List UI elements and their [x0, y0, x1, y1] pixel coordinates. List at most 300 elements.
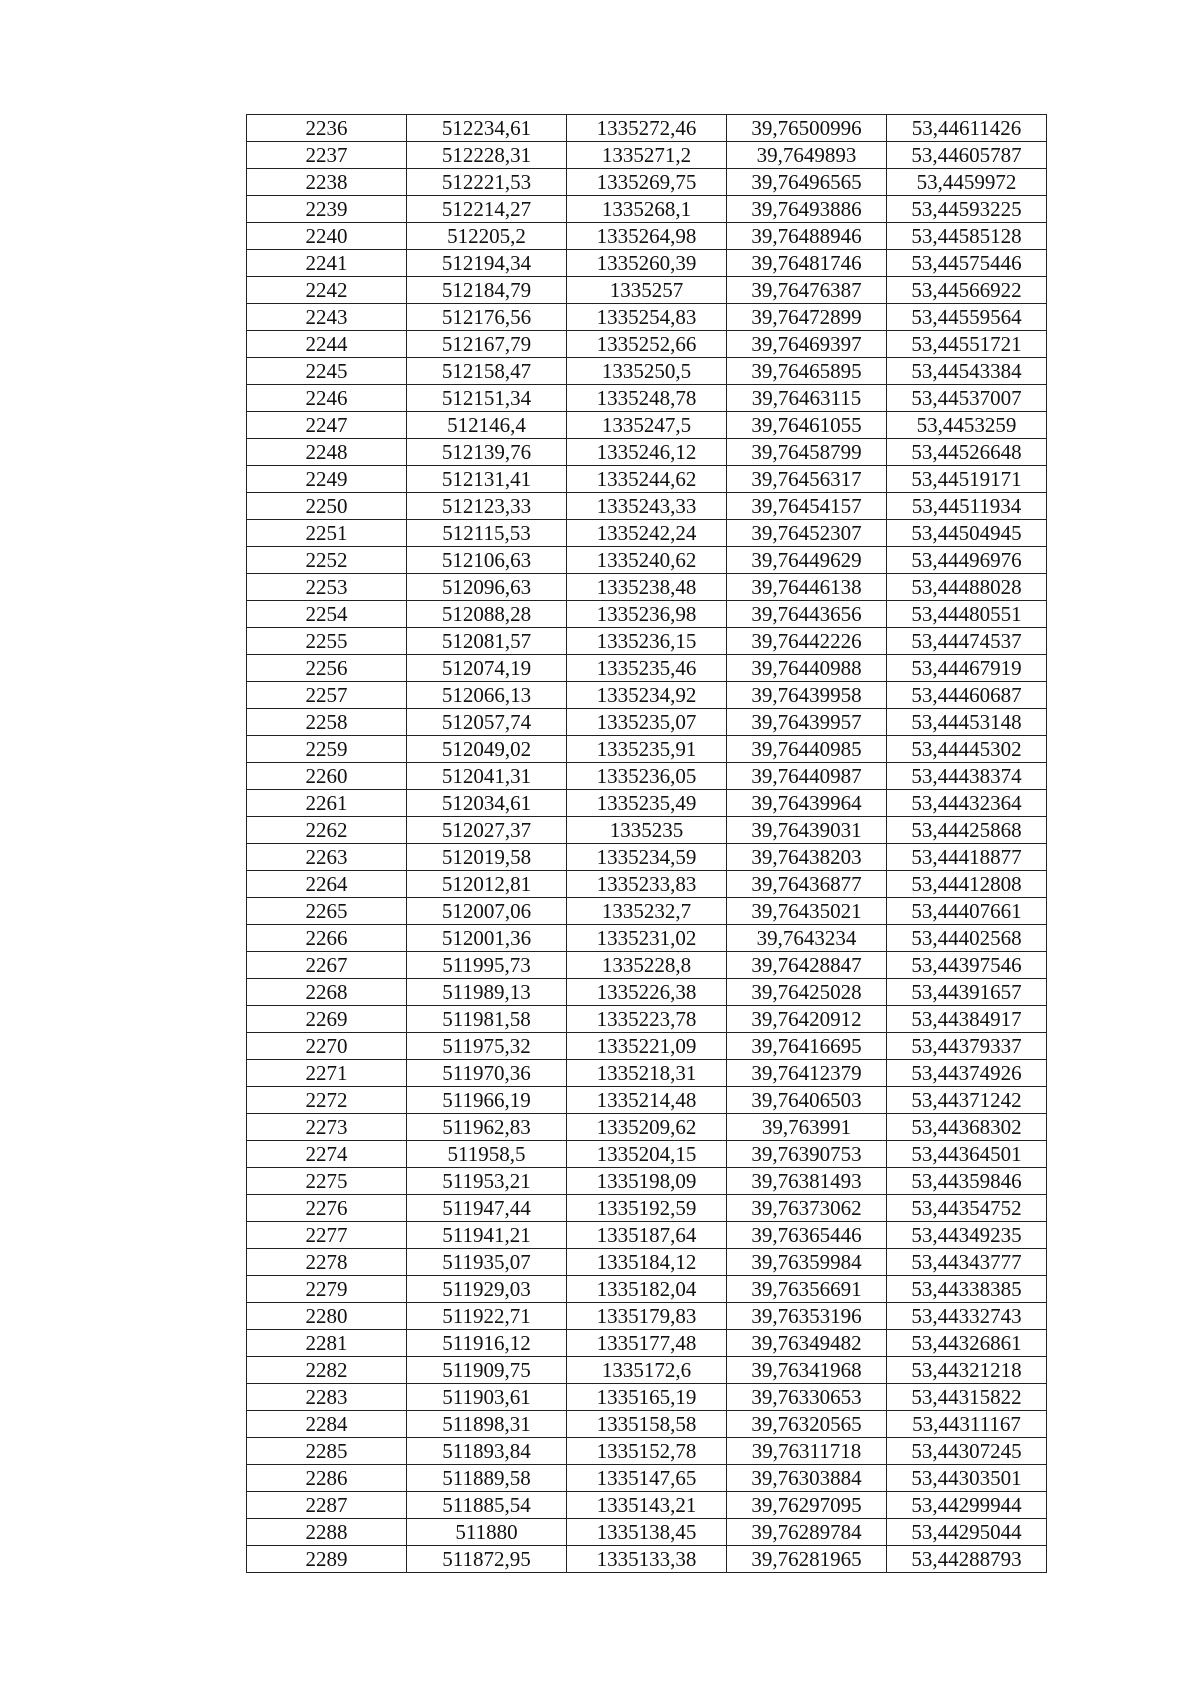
longitude-cell: 39,76440987	[727, 763, 887, 790]
x-coordinate-cell: 512041,31	[407, 763, 567, 790]
y-coordinate-cell: 1335242,24	[567, 520, 727, 547]
y-coordinate-cell: 1335184,12	[567, 1249, 727, 1276]
y-coordinate-cell: 1335238,48	[567, 574, 727, 601]
table-row	[247, 1384, 1047, 1411]
y-coordinate-cell: 1335214,48	[567, 1087, 727, 1114]
table-row	[247, 277, 1047, 304]
longitude-cell: 39,76436877	[727, 871, 887, 898]
y-coordinate-cell: 1335177,48	[567, 1330, 727, 1357]
latitude-cell: 53,44321218	[887, 1357, 1047, 1384]
longitude-cell: 39,76446138	[727, 574, 887, 601]
latitude-cell: 53,44474537	[887, 628, 1047, 655]
point-number-cell: 2276	[247, 1195, 407, 1222]
coordinates-table-body	[247, 115, 1047, 1573]
x-coordinate-cell: 512001,36	[407, 925, 567, 952]
point-number-cell: 2269	[247, 1006, 407, 1033]
latitude-cell: 53,44425868	[887, 817, 1047, 844]
longitude-cell: 39,76440985	[727, 736, 887, 763]
table-row	[247, 709, 1047, 736]
latitude-cell: 53,44349235	[887, 1222, 1047, 1249]
point-number-cell: 2252	[247, 547, 407, 574]
latitude-cell: 53,44519171	[887, 466, 1047, 493]
point-number-cell: 2265	[247, 898, 407, 925]
longitude-cell: 39,7649893	[727, 142, 887, 169]
latitude-cell: 53,44368302	[887, 1114, 1047, 1141]
point-number-cell: 2243	[247, 304, 407, 331]
longitude-cell: 39,76416695	[727, 1033, 887, 1060]
latitude-cell: 53,44559564	[887, 304, 1047, 331]
table-row	[247, 952, 1047, 979]
y-coordinate-cell: 1335252,66	[567, 331, 727, 358]
latitude-cell: 53,44354752	[887, 1195, 1047, 1222]
x-coordinate-cell: 512115,53	[407, 520, 567, 547]
table-row	[247, 1492, 1047, 1519]
x-coordinate-cell: 512214,27	[407, 196, 567, 223]
point-number-cell: 2278	[247, 1249, 407, 1276]
table-row	[247, 196, 1047, 223]
x-coordinate-cell: 511872,95	[407, 1546, 567, 1573]
table-row	[247, 628, 1047, 655]
point-number-cell: 2282	[247, 1357, 407, 1384]
point-number-cell: 2288	[247, 1519, 407, 1546]
table-row	[247, 1006, 1047, 1033]
point-number-cell: 2284	[247, 1411, 407, 1438]
y-coordinate-cell: 1335272,46	[567, 115, 727, 142]
x-coordinate-cell: 511929,03	[407, 1276, 567, 1303]
y-coordinate-cell: 1335235,07	[567, 709, 727, 736]
table-row	[247, 547, 1047, 574]
x-coordinate-cell: 512194,34	[407, 250, 567, 277]
y-coordinate-cell: 1335236,05	[567, 763, 727, 790]
longitude-cell: 39,76443656	[727, 601, 887, 628]
longitude-cell: 39,76390753	[727, 1141, 887, 1168]
y-coordinate-cell: 1335165,19	[567, 1384, 727, 1411]
x-coordinate-cell: 512081,57	[407, 628, 567, 655]
longitude-cell: 39,76456317	[727, 466, 887, 493]
y-coordinate-cell: 1335232,7	[567, 898, 727, 925]
x-coordinate-cell: 512167,79	[407, 331, 567, 358]
x-coordinate-cell: 512228,31	[407, 142, 567, 169]
latitude-cell: 53,44453148	[887, 709, 1047, 736]
table-row	[247, 1465, 1047, 1492]
x-coordinate-cell: 512158,47	[407, 358, 567, 385]
latitude-cell: 53,44343777	[887, 1249, 1047, 1276]
table-row	[247, 1114, 1047, 1141]
longitude-cell: 39,76439031	[727, 817, 887, 844]
table-row	[247, 1033, 1047, 1060]
point-number-cell: 2264	[247, 871, 407, 898]
latitude-cell: 53,44303501	[887, 1465, 1047, 1492]
point-number-cell: 2236	[247, 115, 407, 142]
y-coordinate-cell: 1335235	[567, 817, 727, 844]
x-coordinate-cell: 512139,76	[407, 439, 567, 466]
x-coordinate-cell: 511995,73	[407, 952, 567, 979]
point-number-cell: 2255	[247, 628, 407, 655]
latitude-cell: 53,44391657	[887, 979, 1047, 1006]
latitude-cell: 53,44593225	[887, 196, 1047, 223]
y-coordinate-cell: 1335182,04	[567, 1276, 727, 1303]
table-row	[247, 412, 1047, 439]
longitude-cell: 39,76454157	[727, 493, 887, 520]
latitude-cell: 53,44445302	[887, 736, 1047, 763]
latitude-cell: 53,44467919	[887, 655, 1047, 682]
x-coordinate-cell: 512205,2	[407, 223, 567, 250]
x-coordinate-cell: 511966,19	[407, 1087, 567, 1114]
x-coordinate-cell: 512012,81	[407, 871, 567, 898]
table-row	[247, 1195, 1047, 1222]
x-coordinate-cell: 512027,37	[407, 817, 567, 844]
table-row	[247, 1087, 1047, 1114]
longitude-cell: 39,76406503	[727, 1087, 887, 1114]
longitude-cell: 39,76449629	[727, 547, 887, 574]
latitude-cell: 53,44412808	[887, 871, 1047, 898]
point-number-cell: 2237	[247, 142, 407, 169]
point-number-cell: 2261	[247, 790, 407, 817]
point-number-cell: 2262	[247, 817, 407, 844]
x-coordinate-cell: 511898,31	[407, 1411, 567, 1438]
y-coordinate-cell: 1335244,62	[567, 466, 727, 493]
x-coordinate-cell: 512074,19	[407, 655, 567, 682]
x-coordinate-cell: 511975,32	[407, 1033, 567, 1060]
table-row	[247, 574, 1047, 601]
point-number-cell: 2240	[247, 223, 407, 250]
y-coordinate-cell: 1335192,59	[567, 1195, 727, 1222]
y-coordinate-cell: 1335226,38	[567, 979, 727, 1006]
longitude-cell: 39,76353196	[727, 1303, 887, 1330]
table-row	[247, 1141, 1047, 1168]
latitude-cell: 53,44460687	[887, 682, 1047, 709]
x-coordinate-cell: 512096,63	[407, 574, 567, 601]
longitude-cell: 39,76349482	[727, 1330, 887, 1357]
y-coordinate-cell: 1335235,46	[567, 655, 727, 682]
latitude-cell: 53,44480551	[887, 601, 1047, 628]
longitude-cell: 39,76297095	[727, 1492, 887, 1519]
x-coordinate-cell: 511989,13	[407, 979, 567, 1006]
longitude-cell: 39,76469397	[727, 331, 887, 358]
latitude-cell: 53,4453259	[887, 412, 1047, 439]
point-number-cell: 2250	[247, 493, 407, 520]
y-coordinate-cell: 1335268,1	[567, 196, 727, 223]
y-coordinate-cell: 1335187,64	[567, 1222, 727, 1249]
longitude-cell: 39,76412379	[727, 1060, 887, 1087]
longitude-cell: 39,76476387	[727, 277, 887, 304]
table-row	[247, 682, 1047, 709]
coordinates-table	[246, 114, 1047, 1573]
x-coordinate-cell: 512221,53	[407, 169, 567, 196]
point-number-cell: 2241	[247, 250, 407, 277]
x-coordinate-cell: 511958,5	[407, 1141, 567, 1168]
x-coordinate-cell: 511941,21	[407, 1222, 567, 1249]
x-coordinate-cell: 512007,06	[407, 898, 567, 925]
point-number-cell: 2283	[247, 1384, 407, 1411]
point-number-cell: 2254	[247, 601, 407, 628]
longitude-cell: 39,76420912	[727, 1006, 887, 1033]
longitude-cell: 39,76488946	[727, 223, 887, 250]
y-coordinate-cell: 1335223,78	[567, 1006, 727, 1033]
longitude-cell: 39,76341968	[727, 1357, 887, 1384]
latitude-cell: 53,44326861	[887, 1330, 1047, 1357]
y-coordinate-cell: 1335147,65	[567, 1465, 727, 1492]
x-coordinate-cell: 511953,21	[407, 1168, 567, 1195]
point-number-cell: 2266	[247, 925, 407, 952]
latitude-cell: 53,44438374	[887, 763, 1047, 790]
point-number-cell: 2248	[247, 439, 407, 466]
y-coordinate-cell: 1335247,5	[567, 412, 727, 439]
longitude-cell: 39,76289784	[727, 1519, 887, 1546]
longitude-cell: 39,76359984	[727, 1249, 887, 1276]
point-number-cell: 2274	[247, 1141, 407, 1168]
latitude-cell: 53,44315822	[887, 1384, 1047, 1411]
y-coordinate-cell: 1335240,62	[567, 547, 727, 574]
longitude-cell: 39,763991	[727, 1114, 887, 1141]
latitude-cell: 53,44575446	[887, 250, 1047, 277]
table-row	[247, 763, 1047, 790]
latitude-cell: 53,4459972	[887, 169, 1047, 196]
x-coordinate-cell: 512066,13	[407, 682, 567, 709]
longitude-cell: 39,76281965	[727, 1546, 887, 1573]
latitude-cell: 53,44611426	[887, 115, 1047, 142]
table-row	[247, 898, 1047, 925]
point-number-cell: 2289	[247, 1546, 407, 1573]
table-row	[247, 601, 1047, 628]
latitude-cell: 53,44504945	[887, 520, 1047, 547]
table-row	[247, 1222, 1047, 1249]
point-number-cell: 2251	[247, 520, 407, 547]
latitude-cell: 53,44511934	[887, 493, 1047, 520]
point-number-cell: 2246	[247, 385, 407, 412]
y-coordinate-cell: 1335250,5	[567, 358, 727, 385]
table-row	[247, 1330, 1047, 1357]
table-row	[247, 790, 1047, 817]
y-coordinate-cell: 1335248,78	[567, 385, 727, 412]
x-coordinate-cell: 512151,34	[407, 385, 567, 412]
point-number-cell: 2247	[247, 412, 407, 439]
longitude-cell: 39,76465895	[727, 358, 887, 385]
table-row	[247, 466, 1047, 493]
longitude-cell: 39,76439957	[727, 709, 887, 736]
longitude-cell: 39,76442226	[727, 628, 887, 655]
latitude-cell: 53,44585128	[887, 223, 1047, 250]
y-coordinate-cell: 1335209,62	[567, 1114, 727, 1141]
latitude-cell: 53,44307245	[887, 1438, 1047, 1465]
latitude-cell: 53,44402568	[887, 925, 1047, 952]
latitude-cell: 53,44496976	[887, 547, 1047, 574]
longitude-cell: 39,76381493	[727, 1168, 887, 1195]
x-coordinate-cell: 512146,4	[407, 412, 567, 439]
longitude-cell: 39,76452307	[727, 520, 887, 547]
longitude-cell: 39,76458799	[727, 439, 887, 466]
x-coordinate-cell: 512234,61	[407, 115, 567, 142]
x-coordinate-cell: 511962,83	[407, 1114, 567, 1141]
x-coordinate-cell: 511880	[407, 1519, 567, 1546]
y-coordinate-cell: 1335243,33	[567, 493, 727, 520]
latitude-cell: 53,44374926	[887, 1060, 1047, 1087]
x-coordinate-cell: 511893,84	[407, 1438, 567, 1465]
table-row	[247, 1303, 1047, 1330]
longitude-cell: 39,76496565	[727, 169, 887, 196]
table-row	[247, 304, 1047, 331]
longitude-cell: 39,76428847	[727, 952, 887, 979]
y-coordinate-cell: 1335235,91	[567, 736, 727, 763]
table-row	[247, 331, 1047, 358]
point-number-cell: 2273	[247, 1114, 407, 1141]
point-number-cell: 2238	[247, 169, 407, 196]
table-row	[247, 736, 1047, 763]
point-number-cell: 2268	[247, 979, 407, 1006]
longitude-cell: 39,76472899	[727, 304, 887, 331]
longitude-cell: 39,76481746	[727, 250, 887, 277]
y-coordinate-cell: 1335233,83	[567, 871, 727, 898]
table-row	[247, 817, 1047, 844]
longitude-cell: 39,76320565	[727, 1411, 887, 1438]
point-number-cell: 2271	[247, 1060, 407, 1087]
latitude-cell: 53,44364501	[887, 1141, 1047, 1168]
table-row	[247, 1276, 1047, 1303]
y-coordinate-cell: 1335172,6	[567, 1357, 727, 1384]
latitude-cell: 53,44384917	[887, 1006, 1047, 1033]
point-number-cell: 2256	[247, 655, 407, 682]
longitude-cell: 39,76493886	[727, 196, 887, 223]
latitude-cell: 53,44359846	[887, 1168, 1047, 1195]
latitude-cell: 53,44288793	[887, 1546, 1047, 1573]
x-coordinate-cell: 511903,61	[407, 1384, 567, 1411]
point-number-cell: 2279	[247, 1276, 407, 1303]
table-row	[247, 1411, 1047, 1438]
table-row	[247, 979, 1047, 1006]
point-number-cell: 2249	[247, 466, 407, 493]
longitude-cell: 39,76303884	[727, 1465, 887, 1492]
table-row	[247, 439, 1047, 466]
point-number-cell: 2272	[247, 1087, 407, 1114]
point-number-cell: 2244	[247, 331, 407, 358]
y-coordinate-cell: 1335254,83	[567, 304, 727, 331]
table-row	[247, 169, 1047, 196]
table-row	[247, 142, 1047, 169]
longitude-cell: 39,76311718	[727, 1438, 887, 1465]
longitude-cell: 39,76330653	[727, 1384, 887, 1411]
x-coordinate-cell: 511889,58	[407, 1465, 567, 1492]
y-coordinate-cell: 1335221,09	[567, 1033, 727, 1060]
longitude-cell: 39,76435021	[727, 898, 887, 925]
y-coordinate-cell: 1335152,78	[567, 1438, 727, 1465]
y-coordinate-cell: 1335234,59	[567, 844, 727, 871]
longitude-cell: 39,76425028	[727, 979, 887, 1006]
x-coordinate-cell: 512176,56	[407, 304, 567, 331]
point-number-cell: 2286	[247, 1465, 407, 1492]
longitude-cell: 39,76365446	[727, 1222, 887, 1249]
y-coordinate-cell: 1335260,39	[567, 250, 727, 277]
longitude-cell: 39,7643234	[727, 925, 887, 952]
latitude-cell: 53,44371242	[887, 1087, 1047, 1114]
y-coordinate-cell: 1335271,2	[567, 142, 727, 169]
table-row	[247, 1168, 1047, 1195]
y-coordinate-cell: 1335204,15	[567, 1141, 727, 1168]
point-number-cell: 2287	[247, 1492, 407, 1519]
point-number-cell: 2242	[247, 277, 407, 304]
longitude-cell: 39,76440988	[727, 655, 887, 682]
x-coordinate-cell: 512088,28	[407, 601, 567, 628]
point-number-cell: 2263	[247, 844, 407, 871]
point-number-cell: 2270	[247, 1033, 407, 1060]
table-row	[247, 844, 1047, 871]
longitude-cell: 39,76356691	[727, 1276, 887, 1303]
y-coordinate-cell: 1335246,12	[567, 439, 727, 466]
y-coordinate-cell: 1335198,09	[567, 1168, 727, 1195]
latitude-cell: 53,44311167	[887, 1411, 1047, 1438]
latitude-cell: 53,44332743	[887, 1303, 1047, 1330]
table-row	[247, 250, 1047, 277]
table-row	[247, 655, 1047, 682]
x-coordinate-cell: 512131,41	[407, 466, 567, 493]
point-number-cell: 2277	[247, 1222, 407, 1249]
latitude-cell: 53,44418877	[887, 844, 1047, 871]
longitude-cell: 39,76439958	[727, 682, 887, 709]
y-coordinate-cell: 1335236,98	[567, 601, 727, 628]
x-coordinate-cell: 511909,75	[407, 1357, 567, 1384]
y-coordinate-cell: 1335179,83	[567, 1303, 727, 1330]
point-number-cell: 2260	[247, 763, 407, 790]
y-coordinate-cell: 1335234,92	[567, 682, 727, 709]
latitude-cell: 53,44551721	[887, 331, 1047, 358]
x-coordinate-cell: 511981,58	[407, 1006, 567, 1033]
latitude-cell: 53,44432364	[887, 790, 1047, 817]
latitude-cell: 53,44537007	[887, 385, 1047, 412]
point-number-cell: 2280	[247, 1303, 407, 1330]
x-coordinate-cell: 512049,02	[407, 736, 567, 763]
longitude-cell: 39,76500996	[727, 115, 887, 142]
y-coordinate-cell: 1335158,58	[567, 1411, 727, 1438]
table-row	[247, 1519, 1047, 1546]
table-row	[247, 385, 1047, 412]
table-row	[247, 493, 1047, 520]
table-row	[247, 1357, 1047, 1384]
table-row	[247, 115, 1047, 142]
latitude-cell: 53,44543384	[887, 358, 1047, 385]
table-row	[247, 1249, 1047, 1276]
table-row	[247, 358, 1047, 385]
x-coordinate-cell: 511947,44	[407, 1195, 567, 1222]
latitude-cell: 53,44338385	[887, 1276, 1047, 1303]
longitude-cell: 39,76463115	[727, 385, 887, 412]
table-row	[247, 1546, 1047, 1573]
latitude-cell: 53,44295044	[887, 1519, 1047, 1546]
table-row	[247, 223, 1047, 250]
x-coordinate-cell: 511885,54	[407, 1492, 567, 1519]
longitude-cell: 39,76373062	[727, 1195, 887, 1222]
y-coordinate-cell: 1335143,21	[567, 1492, 727, 1519]
x-coordinate-cell: 511916,12	[407, 1330, 567, 1357]
point-number-cell: 2253	[247, 574, 407, 601]
point-number-cell: 2275	[247, 1168, 407, 1195]
point-number-cell: 2239	[247, 196, 407, 223]
y-coordinate-cell: 1335236,15	[567, 628, 727, 655]
longitude-cell: 39,76438203	[727, 844, 887, 871]
point-number-cell: 2281	[247, 1330, 407, 1357]
longitude-cell: 39,76439964	[727, 790, 887, 817]
point-number-cell: 2285	[247, 1438, 407, 1465]
y-coordinate-cell: 1335138,45	[567, 1519, 727, 1546]
x-coordinate-cell: 512034,61	[407, 790, 567, 817]
point-number-cell: 2245	[247, 358, 407, 385]
table-row	[247, 520, 1047, 547]
table-row	[247, 1438, 1047, 1465]
y-coordinate-cell: 1335231,02	[567, 925, 727, 952]
table-row	[247, 871, 1047, 898]
y-coordinate-cell: 1335264,98	[567, 223, 727, 250]
point-number-cell: 2259	[247, 736, 407, 763]
y-coordinate-cell: 1335257	[567, 277, 727, 304]
point-number-cell: 2267	[247, 952, 407, 979]
